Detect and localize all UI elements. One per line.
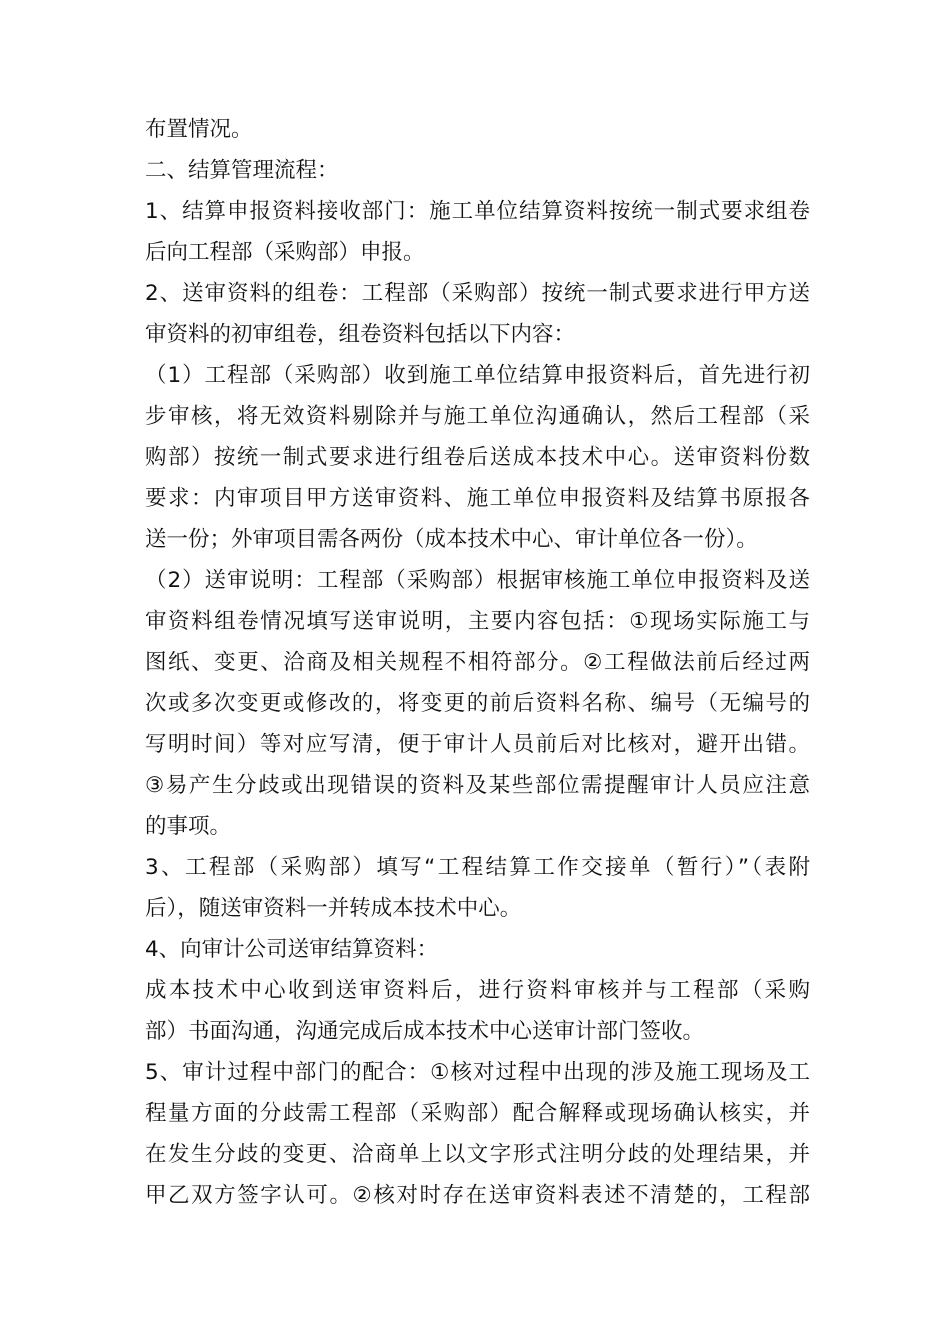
text-line: 3、工程部（采购部）填写“工程结算工作交接单（暂行）”（表附: [145, 855, 810, 880]
text-line: 布置情况。: [145, 117, 253, 142]
text-line: 程量方面的分歧需工程部（采购部）配合解释或现场确认核实，并: [145, 1101, 810, 1126]
text-line: 后向工程部（采购部）申报。: [145, 240, 425, 265]
document-body: [145, 109, 810, 1216]
text-line: 4、向审计公司送审结算资料：: [145, 937, 439, 962]
text-line: 次或多次变更或修改的，将变更的前后资料名称、编号（无编号的: [145, 691, 810, 716]
text-line: 要求：内审项目甲方送审资料、施工单位申报资料及结算书原报各: [145, 486, 810, 511]
text-line: 1、结算申报资料接收部门：施工单位结算资料按统一制式要求组卷: [145, 199, 810, 224]
text-line: 2、送审资料的组卷：工程部（采购部）按统一制式要求进行甲方送: [145, 281, 810, 306]
text-line: 部）书面沟通，沟通完成后成本技术中心送审计部门签收。: [145, 1019, 705, 1044]
text-line: 送一份；外审项目需各两份（成本技术中心、审计单位各一份）。: [145, 527, 758, 552]
text-line: 5、审计过程中部门的配合：①核对过程中出现的涉及施工现场及工: [145, 1060, 810, 1085]
text-line: 图纸、变更、洽商及相关规程不相符部分。②工程做法前后经过两: [145, 650, 810, 675]
text-line: （1）工程部（采购部）收到施工单位结算申报资料后，首先进行初: [145, 363, 810, 388]
text-line: （2）送审说明：工程部（采购部）根据审核施工单位申报资料及送: [145, 568, 810, 593]
text-line: ③易产生分歧或出现错误的资料及某些部位需提醒审计人员应注意: [145, 773, 810, 798]
text-line: 购部）按统一制式要求进行组卷后送成本技术中心。送审资料份数: [145, 445, 810, 470]
text-line: 审资料组卷情况填写送审说明，主要内容包括：①现场实际施工与: [145, 609, 810, 634]
text-line: 步审核，将无效资料剔除并与施工单位沟通确认，然后工程部（采: [145, 404, 810, 429]
text-line: 的事项。: [145, 814, 232, 839]
text-line: 后），随送审资料一并转成本技术中心。: [145, 896, 522, 921]
text-line: 成本技术中心收到送审资料后，进行资料审核并与工程部（采购: [145, 978, 810, 1003]
text-line: 二、结算管理流程：: [145, 158, 339, 183]
text-line: 在发生分歧的变更、洽商单上以文字形式注明分歧的处理结果，并: [145, 1142, 810, 1167]
text-line: 写明时间）等对应写清，便于审计人员前后对比核对，避开出错。: [145, 732, 810, 757]
text-line: 甲乙双方签字认可。②核对时存在送审资料表述不清楚的，工程部: [145, 1183, 810, 1208]
text-line: 审资料的初审组卷，组卷资料包括以下内容：: [145, 322, 576, 347]
